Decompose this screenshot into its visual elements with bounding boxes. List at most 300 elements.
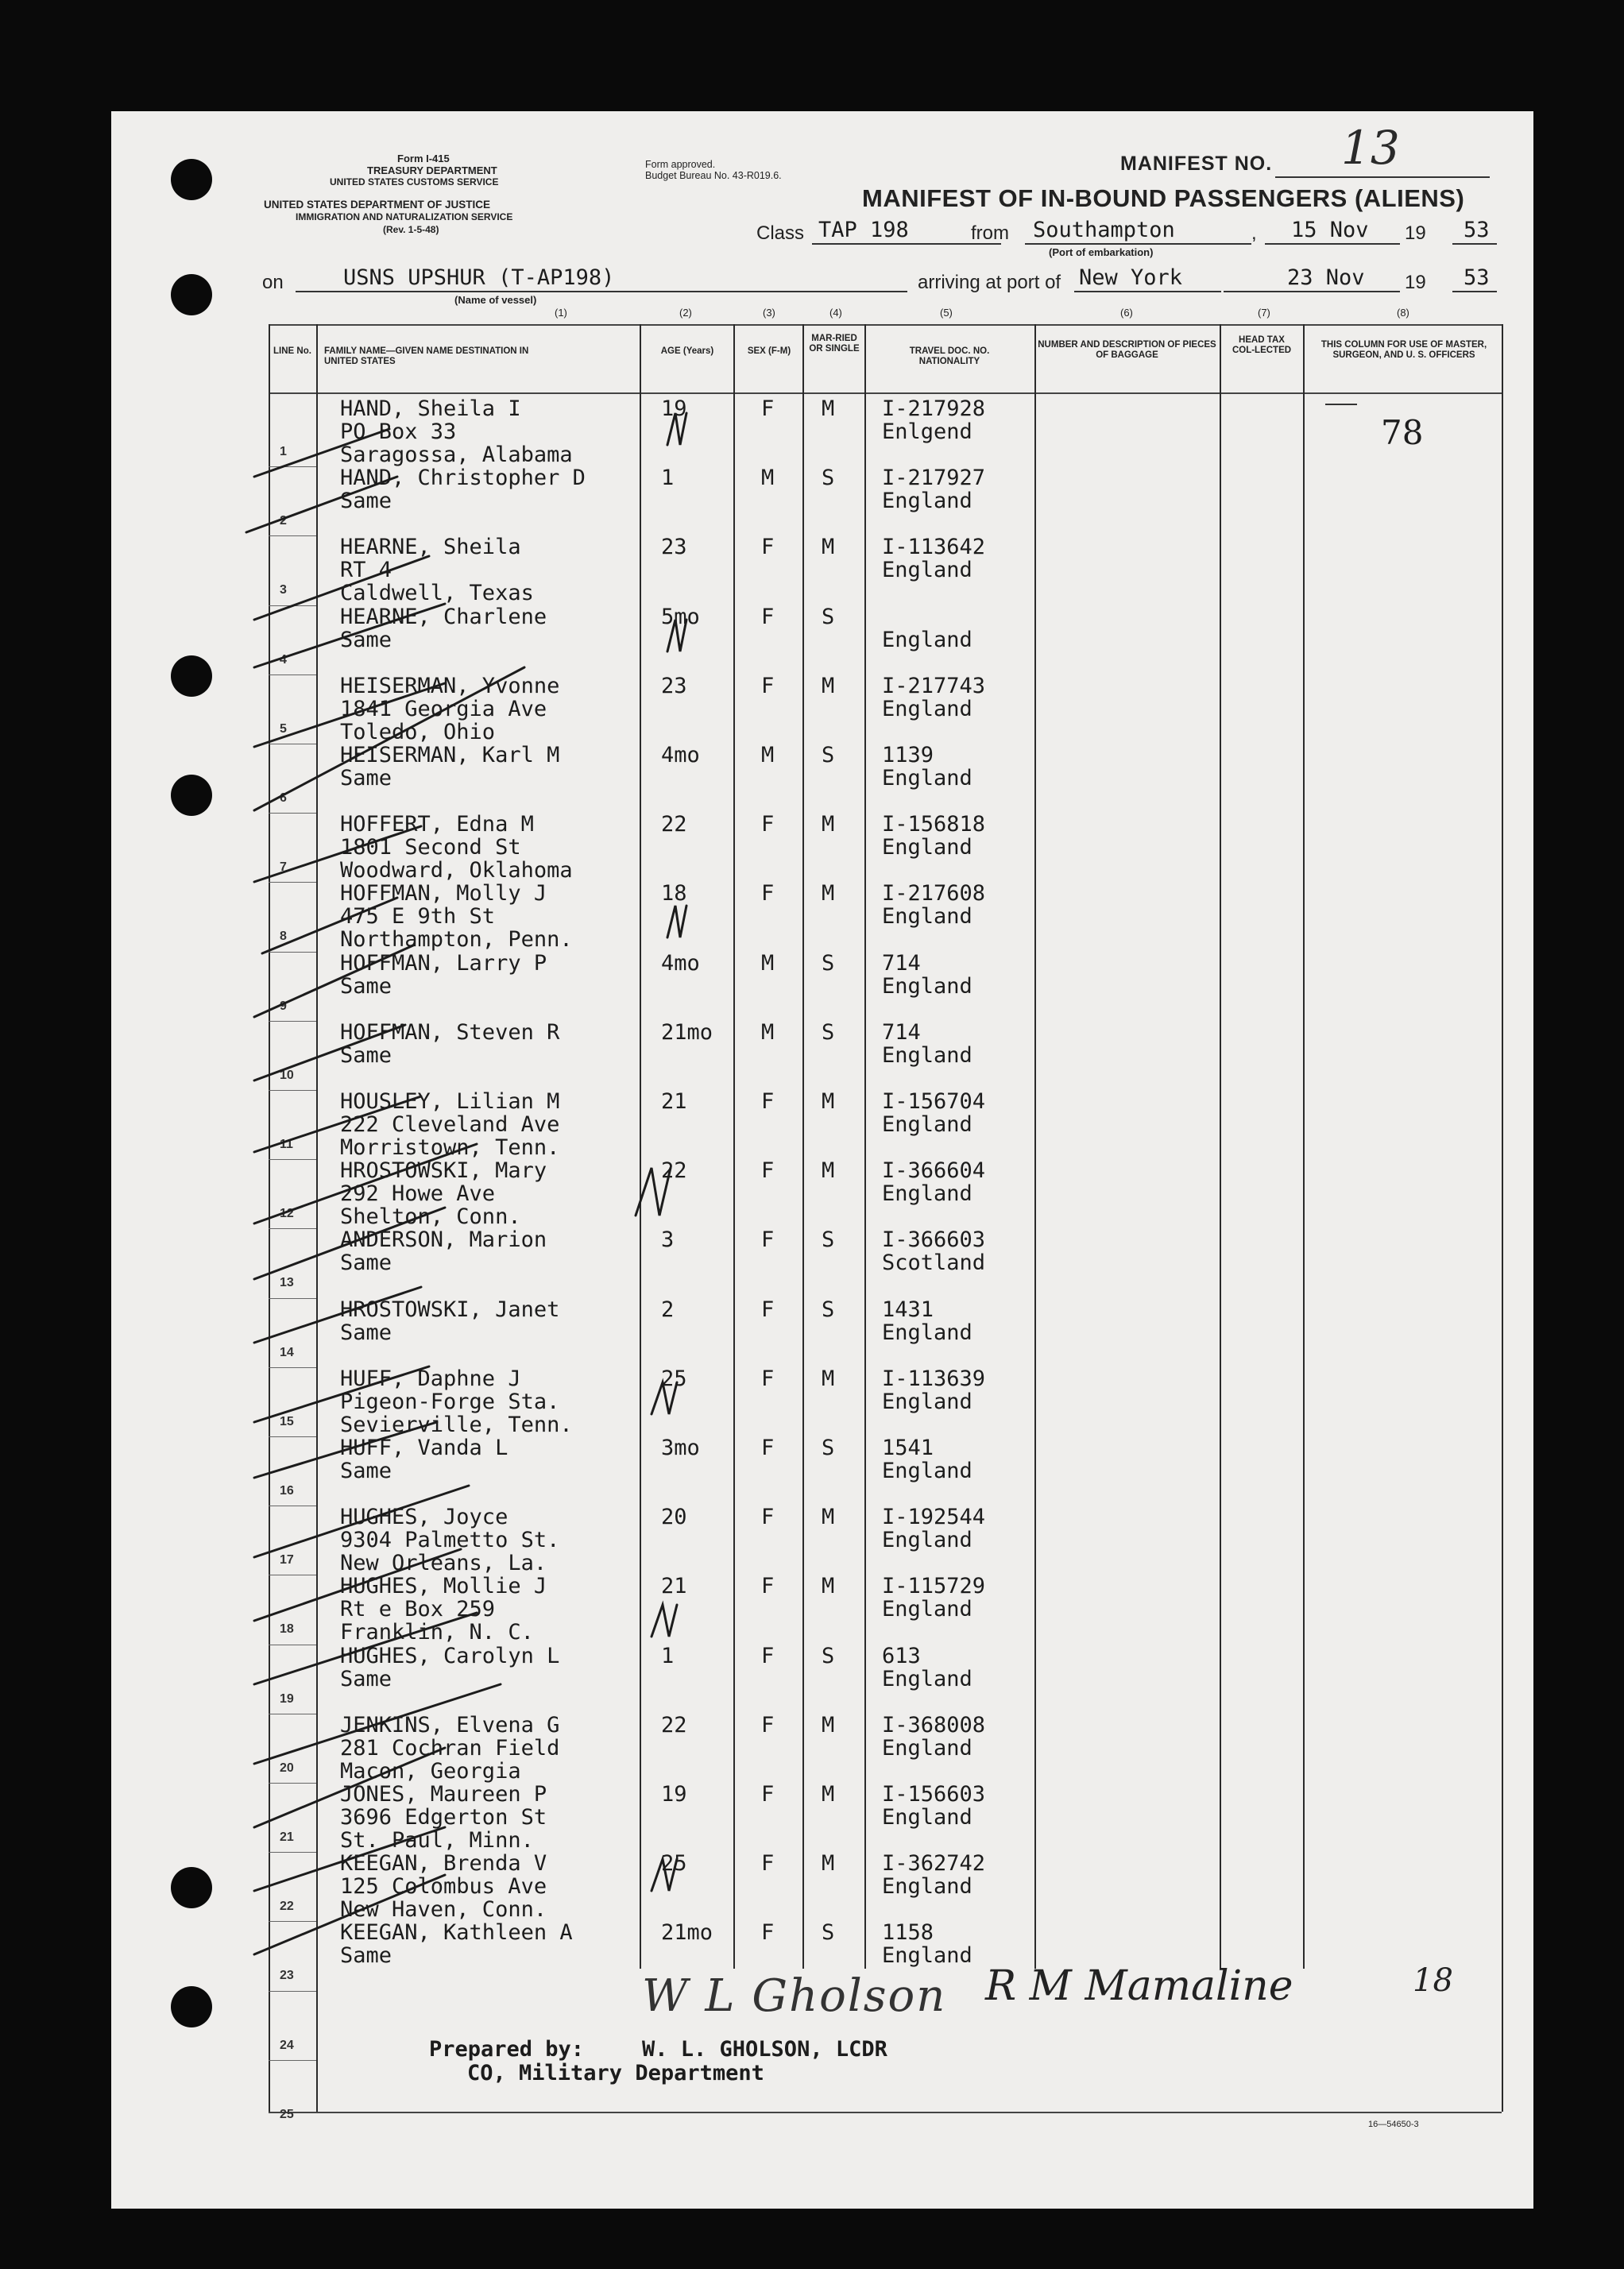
officer-note: 78 (1381, 413, 1424, 452)
passenger-age: 22 (661, 1158, 687, 1183)
nationality: England (882, 1181, 972, 1206)
passenger-marital: M (822, 1366, 835, 1391)
passenger-destination: Saragossa, Alabama (340, 443, 573, 467)
passenger-destination: Shelton, Conn. (340, 1204, 521, 1229)
passenger-destination: 222 Cleveland Ave (340, 1112, 560, 1137)
line-number: 14 (280, 1346, 294, 1359)
passenger-name: HEISERMAN, Yvonne (340, 674, 560, 698)
treasury-department: TREASURY DEPARTMENT (367, 164, 497, 176)
signature-second: R M Mamaline (985, 1962, 1293, 2010)
passenger-destination: PO Box 33 (340, 419, 457, 444)
header-head-tax: HEAD TAX COL-LECTED (1232, 335, 1292, 356)
passenger-destination: 3696 Edgerton St (340, 1805, 547, 1830)
nationality: England (882, 904, 972, 929)
initial-stroke (652, 1859, 677, 1891)
travel-doc-number: I-217928 (882, 396, 986, 421)
passenger-name: HAND, Christopher D (340, 466, 586, 490)
passenger-sex: F (761, 1436, 775, 1460)
col-border (1220, 324, 1221, 1969)
passenger-marital: M (822, 812, 835, 837)
form-number: Form I-415 (397, 153, 450, 164)
budget-bureau: Budget Bureau No. 43-R019.6. (645, 170, 782, 181)
header-name: FAMILY NAME—GIVEN NAME DESTINATION IN UNITED STATES (324, 346, 529, 367)
vessel-name-note: (Name of vessel) (454, 294, 537, 306)
passenger-marital: M (822, 1089, 835, 1114)
passenger-destination: Sevierville, Tenn. (340, 1413, 573, 1437)
passenger-sex: F (761, 1505, 775, 1529)
col-num: (2) (679, 307, 692, 319)
initial-stroke (636, 1168, 671, 1216)
initial-stroke (667, 413, 686, 445)
passenger-destination: St. Paul, Minn. (340, 1828, 534, 1853)
passenger-destination: Same (340, 766, 392, 790)
revision-date: (Rev. 1-5-48) (383, 224, 439, 235)
nationality: England (882, 766, 972, 790)
arrival-date: 23 Nov (1287, 265, 1365, 290)
passenger-marital: M (822, 1713, 835, 1738)
header-bottom-border (269, 392, 1502, 394)
line-number: 8 (280, 930, 287, 943)
officer-dash (1325, 404, 1357, 405)
check-stroke (254, 945, 413, 1017)
nationality: England (882, 1943, 972, 1968)
col-border (1034, 324, 1036, 1969)
class-value: TAP 198 (818, 218, 909, 242)
travel-doc-number: I-156704 (882, 1089, 986, 1114)
immigration-service: IMMIGRATION AND NATURALIZATION SERVICE (296, 211, 513, 222)
punch-hole (171, 775, 212, 816)
nationality: England (882, 1667, 972, 1691)
passenger-name: HUGHES, Carolyn L (340, 1644, 560, 1668)
check-stroke (254, 1144, 477, 1223)
travel-doc-number: I-366604 (882, 1158, 986, 1183)
passenger-marital: S (822, 1644, 835, 1668)
arriving-label: arriving at port of (918, 272, 1061, 293)
check-stroke (254, 1827, 445, 1891)
passenger-marital: S (822, 1227, 835, 1252)
passenger-marital: M (822, 1158, 835, 1183)
passenger-sex: F (761, 1782, 775, 1807)
line-number: 1 (280, 445, 287, 458)
travel-doc-number: I-362742 (882, 1851, 986, 1876)
arrival-year-line (1452, 291, 1497, 292)
passenger-age: 25 (661, 1851, 687, 1876)
embark-line (1025, 243, 1251, 245)
header-officers: THIS COLUMN FOR USE OF MASTER, SURGEON, AND U. S. OFFICERS (1320, 340, 1487, 361)
col-border (802, 324, 804, 1969)
passenger-age: 18 (661, 881, 687, 906)
check-stroke (254, 1875, 445, 1954)
passenger-sex: M (761, 466, 775, 490)
travel-doc-number: I-156818 (882, 812, 986, 837)
nationality: England (882, 1043, 972, 1068)
passenger-age: 20 (661, 1505, 687, 1529)
initial-stroke (652, 1382, 677, 1414)
passenger-sex: F (761, 812, 775, 837)
nationality: England (882, 1390, 972, 1414)
punch-hole (171, 274, 212, 315)
passenger-destination: Same (340, 1250, 392, 1275)
passenger-name: HUGHES, Joyce (340, 1505, 508, 1529)
check-stroke (254, 429, 389, 477)
line-number: 10 (280, 1069, 294, 1082)
passenger-marital: S (822, 466, 835, 490)
punch-hole (171, 1986, 212, 2027)
passenger-name: HROSTOWSKI, Mary (340, 1158, 547, 1183)
passenger-destination: 281 Cochran Field (340, 1736, 560, 1761)
passenger-marital: S (822, 605, 835, 629)
nationality: England (882, 1459, 972, 1483)
line-number: 24 (280, 2039, 294, 2052)
line-number: 13 (280, 1276, 294, 1289)
passenger-destination: Same (340, 1320, 392, 1345)
passenger-name: HUGHES, Mollie J (340, 1574, 547, 1598)
passenger-marital: M (822, 881, 835, 906)
nationality: England (882, 974, 972, 999)
manifest-number-line (1275, 176, 1490, 178)
line-separator (269, 2060, 316, 2061)
table-bottom-border (269, 2112, 1502, 2113)
passenger-marital: S (822, 743, 835, 767)
travel-doc-number: I-192544 (882, 1505, 986, 1529)
nationality: England (882, 1736, 972, 1761)
passenger-sex: M (761, 951, 775, 976)
passenger-age: 19 (661, 396, 687, 421)
passenger-sex: F (761, 535, 775, 559)
passenger-age: 25 (661, 1366, 687, 1391)
line-number: 9 (280, 999, 287, 1013)
passenger-sex: F (761, 1713, 775, 1738)
check-stroke (246, 477, 397, 532)
check-stroke (254, 1096, 421, 1152)
passenger-destination: Pigeon-Forge Sta. (340, 1390, 560, 1414)
comma: , (1251, 222, 1257, 244)
nationality: England (882, 697, 972, 721)
passenger-destination: Same (340, 489, 392, 513)
passenger-sex: F (761, 1227, 775, 1252)
nationality: England (882, 1528, 972, 1552)
line-number: 16 (280, 1484, 294, 1498)
check-stroke (254, 1684, 501, 1764)
nationality: England (882, 489, 972, 513)
passenger-destination: Same (340, 1043, 392, 1068)
passenger-sex: F (761, 674, 775, 698)
passenger-age: 21mo (661, 1920, 713, 1945)
prepared-by-name: W. L. GHOLSON, LCDR (642, 2037, 887, 2062)
punch-hole (171, 655, 212, 697)
travel-doc-number: I-366603 (882, 1227, 986, 1252)
line-number: 6 (280, 791, 287, 805)
passenger-name: HOFFERT, Edna M (340, 812, 534, 837)
passenger-sex: F (761, 1920, 775, 1945)
passenger-name: HEISERMAN, Karl M (340, 743, 560, 767)
arrival-port: New York (1079, 265, 1183, 290)
passenger-name: HEARNE, Charlene (340, 605, 547, 629)
passenger-name: HAND, Sheila I (340, 396, 521, 421)
embark-port: Southampton (1033, 218, 1175, 242)
depart-year-line (1452, 243, 1497, 245)
line-number: 4 (280, 653, 287, 667)
passenger-sex: F (761, 1366, 775, 1391)
signature-note: 18 (1413, 1962, 1453, 1999)
passenger-sex: F (761, 1851, 775, 1876)
passenger-marital: M (822, 1782, 835, 1807)
passenger-age: 22 (661, 1713, 687, 1738)
vessel-name: USNS UPSHUR (T-AP198) (343, 265, 615, 290)
handwritten-marks (238, 397, 731, 2018)
line-number: 17 (280, 1553, 294, 1567)
passenger-name: HEARNE, Sheila (340, 535, 521, 559)
passenger-sex: M (761, 1020, 775, 1045)
travel-doc-number: 714 (882, 951, 921, 976)
passenger-sex: F (761, 1158, 775, 1183)
travel-doc-number: 1541 (882, 1436, 934, 1460)
passenger-marital: S (822, 1020, 835, 1045)
header-travel-doc: TRAVEL DOC. NO. NATIONALITY (909, 346, 990, 367)
passenger-age: 1 (661, 1644, 675, 1668)
check-stroke (254, 604, 445, 667)
passenger-destination: Franklin, N. C. (340, 1620, 534, 1645)
col-num: (6) (1120, 307, 1133, 319)
check-stroke (262, 898, 397, 953)
check-stroke (254, 683, 445, 747)
col-num: (1) (555, 307, 567, 319)
passenger-name: JONES, Maureen P (340, 1782, 547, 1807)
travel-doc-number: 1139 (882, 743, 934, 767)
passenger-name: HUFF, Vanda L (340, 1436, 508, 1460)
prepared-by-label: Prepared by: (429, 2037, 585, 2062)
initial-stroke (667, 906, 686, 937)
passenger-name: ANDERSON, Marion (340, 1227, 547, 1252)
port-embarkation-note: (Port of embarkation) (1049, 246, 1154, 258)
department-of-justice: UNITED STATES DEPARTMENT OF JUSTICE (264, 199, 491, 211)
col-num: (3) (763, 307, 775, 319)
passenger-marital: S (822, 951, 835, 976)
line-number: 7 (280, 860, 287, 874)
passenger-name: HUFF, Daphne J (340, 1366, 521, 1391)
travel-doc-number: 613 (882, 1644, 921, 1668)
check-stroke (254, 667, 524, 810)
passenger-age: 23 (661, 535, 687, 559)
nationality: England (882, 835, 972, 860)
passenger-age: 1 (661, 466, 675, 490)
initial-stroke (652, 1605, 677, 1637)
check-stroke (254, 1486, 469, 1557)
table-top-border (269, 324, 1502, 326)
passenger-age: 4mo (661, 743, 700, 767)
travel-doc-number: I-217743 (882, 674, 986, 698)
header-married: MAR-RIED OR SINGLE (809, 334, 860, 354)
arrival-year: 53 (1464, 265, 1490, 290)
travel-doc-number: I-115729 (882, 1574, 986, 1598)
depart-date-line (1265, 243, 1400, 245)
passenger-destination: 125 Colombus Ave (340, 1874, 547, 1899)
depart-year-prefix: 19 (1405, 222, 1426, 244)
manifest-number-label: MANIFEST NO. (1120, 153, 1273, 175)
passenger-marital: S (822, 1436, 835, 1460)
header-sex: SEX (F-M) (747, 346, 791, 356)
passenger-age: 19 (661, 1782, 687, 1807)
line-number: 5 (280, 722, 287, 736)
passenger-name: HOUSLEY, Lilian M (340, 1089, 560, 1114)
line-number: 12 (280, 1207, 294, 1220)
depart-date: 15 Nov (1291, 218, 1369, 242)
passenger-marital: S (822, 1920, 835, 1945)
passenger-age: 3 (661, 1227, 675, 1252)
check-stroke (254, 1422, 437, 1478)
nationality: Scotland (882, 1250, 986, 1275)
passenger-destination: Caldwell, Texas (340, 581, 534, 605)
check-stroke (254, 1287, 421, 1343)
passenger-age: 22 (661, 812, 687, 837)
travel-doc-number: I-156603 (882, 1782, 986, 1807)
passenger-age: 3mo (661, 1436, 700, 1460)
passenger-name: HOFFMAN, Larry P (340, 951, 547, 976)
passenger-destination: RT 4 (340, 558, 392, 582)
col-num: (7) (1258, 307, 1270, 319)
on-label: on (262, 272, 284, 293)
initial-stroke (667, 620, 686, 651)
passenger-name: HROSTOWSKI, Janet (340, 1297, 560, 1322)
passenger-destination: 9304 Palmetto St. (340, 1528, 560, 1552)
passenger-destination: New Haven, Conn. (340, 1897, 547, 1922)
header-baggage: NUMBER AND DESCRIPTION OF PIECES OF BAGGAGE (1038, 340, 1216, 361)
signature-gholson: W L Gholson (642, 1970, 947, 2022)
nationality: England (882, 1112, 972, 1137)
passenger-sex: F (761, 396, 775, 421)
punch-hole (171, 159, 212, 200)
passenger-destination: Same (340, 1459, 392, 1483)
check-stroke (254, 556, 429, 620)
line-number: 23 (280, 1969, 294, 1982)
check-stroke (254, 1208, 445, 1279)
arrival-port-line (1074, 291, 1221, 292)
passenger-age: 21mo (661, 1020, 713, 1045)
travel-doc-number: I-368008 (882, 1713, 986, 1738)
form-approved: Form approved. (645, 159, 716, 170)
passenger-destination: Same (340, 1667, 392, 1691)
passenger-age: 4mo (661, 951, 700, 976)
nationality: Enlgend (882, 419, 972, 444)
passenger-destination: 292 Howe Ave (340, 1181, 496, 1206)
col-num: (8) (1397, 307, 1409, 319)
passenger-destination: Same (340, 1943, 392, 1968)
line-number: 15 (280, 1415, 294, 1428)
arrival-year-prefix: 19 (1405, 272, 1426, 293)
passenger-age: 21 (661, 1574, 687, 1598)
form-code: 16—54650-3 (1368, 2120, 1419, 2129)
travel-doc-number: 1431 (882, 1297, 934, 1322)
manifest-title: MANIFEST OF IN-BOUND PASSENGERS (ALIENS) (862, 184, 1465, 212)
passenger-name: HOFFMAN, Steven R (340, 1020, 560, 1045)
customs-service: UNITED STATES CUSTOMS SERVICE (330, 176, 499, 187)
line-number: 25 (280, 2108, 294, 2121)
passenger-name: JENKINS, Elvena G (340, 1713, 560, 1738)
travel-doc-number: 714 (882, 1020, 921, 1045)
check-stroke (254, 826, 421, 882)
manifest-number-value: 13 (1341, 121, 1400, 175)
passenger-marital: S (822, 1297, 835, 1322)
col-border (1303, 324, 1305, 1969)
passenger-marital: M (822, 1574, 835, 1598)
col-border (864, 324, 866, 1969)
passenger-name: KEEGAN, Kathleen A (340, 1920, 573, 1945)
passenger-age: 5mo (661, 605, 700, 629)
passenger-sex: F (761, 1644, 775, 1668)
passenger-sex: M (761, 743, 775, 767)
line-number: 21 (280, 1830, 294, 1844)
passenger-sex: F (761, 1574, 775, 1598)
nationality: England (882, 1874, 972, 1899)
check-stroke (254, 1748, 445, 1827)
passenger-destination: Woodward, Oklahoma (340, 858, 573, 883)
nationality: England (882, 1597, 972, 1622)
line-number: 22 (280, 1900, 294, 1913)
passenger-age: 2 (661, 1297, 675, 1322)
col-num: (5) (940, 307, 953, 319)
passenger-marital: M (822, 1505, 835, 1529)
passenger-sex: F (761, 1297, 775, 1322)
check-stroke (254, 1549, 461, 1621)
passenger-destination: Same (340, 974, 392, 999)
passenger-destination: 475 E 9th St (340, 904, 496, 929)
travel-doc-number: I-113639 (882, 1366, 986, 1391)
passenger-destination: Rt e Box 259 (340, 1597, 496, 1622)
check-stroke (254, 1025, 405, 1080)
arrival-date-line (1224, 291, 1400, 292)
passenger-destination: New Orleans, La. (340, 1551, 547, 1575)
passenger-marital: M (822, 674, 835, 698)
col-border (733, 324, 735, 1969)
passenger-destination: Morristown, Tenn. (340, 1135, 560, 1160)
passenger-age: 23 (661, 674, 687, 698)
travel-doc-number: I-217927 (882, 466, 986, 490)
travel-doc-number: 1158 (882, 1920, 934, 1945)
passenger-age: 21 (661, 1089, 687, 1114)
passenger-name: KEEGAN, Brenda V (340, 1851, 547, 1876)
travel-doc-number: I-113642 (882, 535, 986, 559)
col-num: (4) (829, 307, 842, 319)
check-stroke (254, 1366, 429, 1422)
nationality: England (882, 1320, 972, 1345)
passenger-destination: 1801 Second St (340, 835, 521, 860)
punch-hole (171, 1867, 212, 1908)
passenger-sex: F (761, 605, 775, 629)
nationality: England (882, 628, 972, 652)
passenger-destination: 1841 Georgia Ave (340, 697, 547, 721)
passenger-destination: Northampton, Penn. (340, 927, 573, 952)
passenger-marital: M (822, 396, 835, 421)
passenger-sex: F (761, 881, 775, 906)
vessel-line (296, 291, 907, 292)
from-label: from (971, 222, 1009, 244)
line-number: 19 (280, 1692, 294, 1706)
passenger-name: HOFFMAN, Molly J (340, 881, 547, 906)
passenger-sex: F (761, 1089, 775, 1114)
nationality: England (882, 1805, 972, 1830)
line-number: 3 (280, 583, 287, 597)
passenger-destination: Macon, Georgia (340, 1759, 521, 1784)
line-number: 18 (280, 1622, 294, 1636)
military-department: CO, Military Department (467, 2061, 764, 2085)
nationality: England (882, 558, 972, 582)
header-line-no: LINE No. (273, 346, 311, 356)
line-number: 20 (280, 1761, 294, 1775)
check-stroke (254, 1613, 477, 1684)
passenger-marital: M (822, 535, 835, 559)
passenger-destination: Toledo, Ohio (340, 720, 496, 744)
travel-doc-number: I-217608 (882, 881, 986, 906)
